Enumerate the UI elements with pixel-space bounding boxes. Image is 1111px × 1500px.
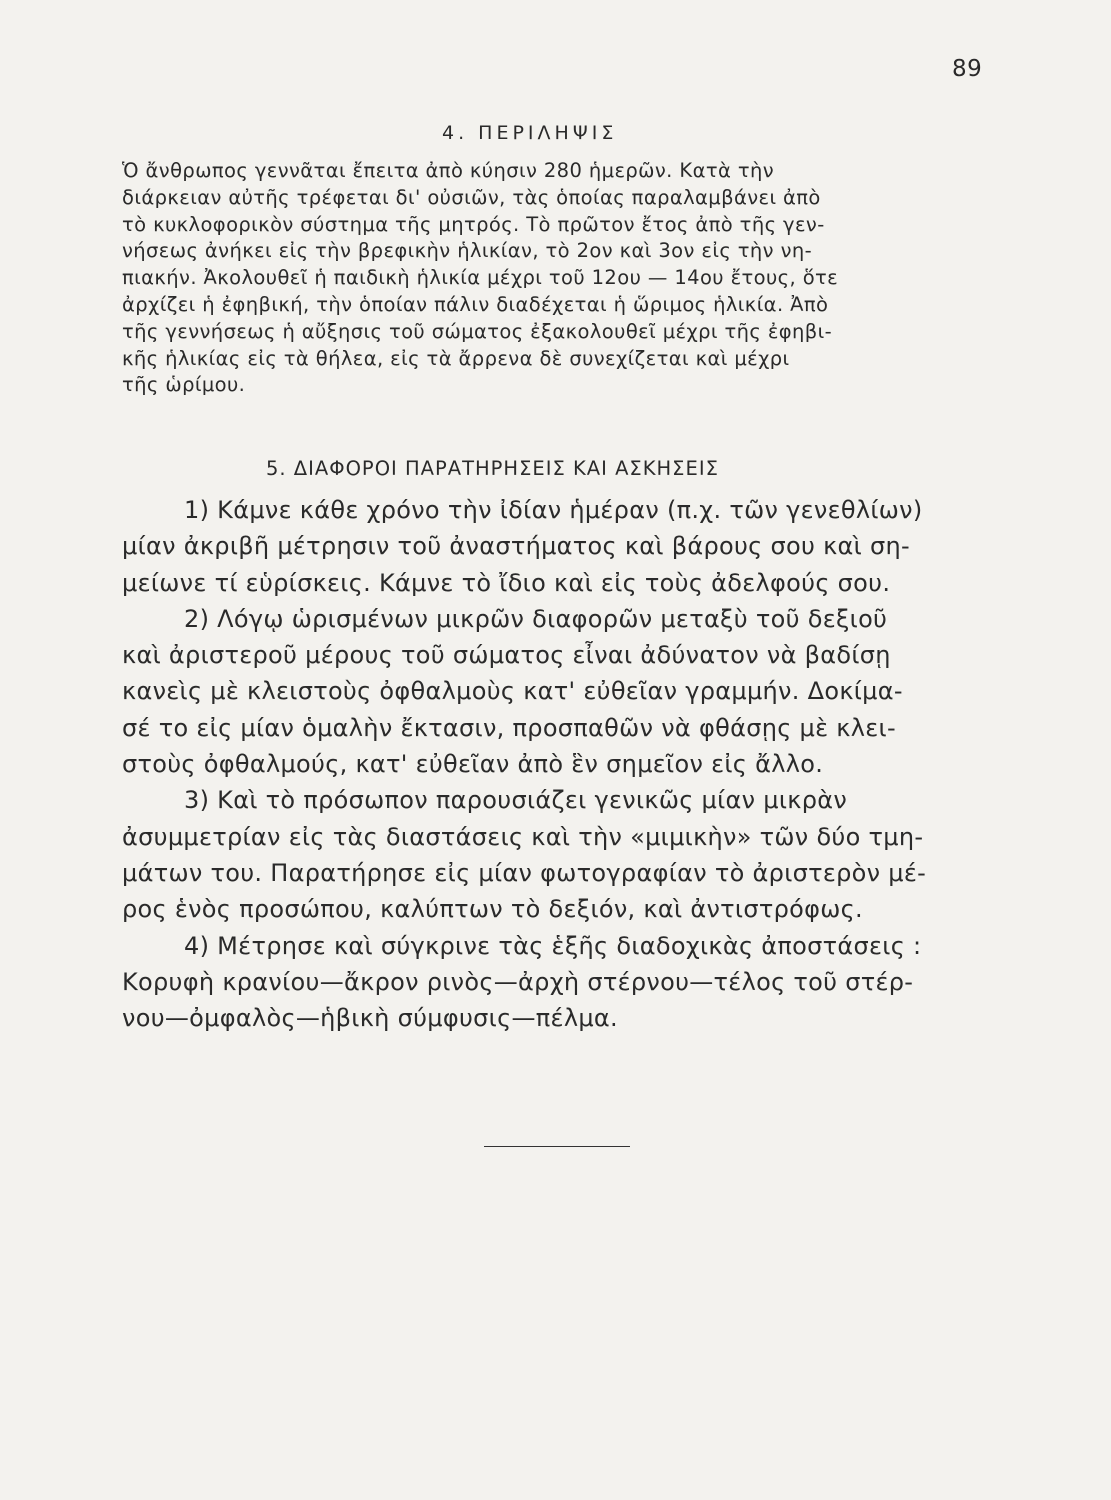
section-5-exercises <box>122 492 1002 1036</box>
exercise-1-line: 1) Κάμνε κάθε χρόνο τὴν ἰδίαν ἡμέραν (π.χ. τῶν γενεθλίων) <box>184 496 923 524</box>
text-line: διάρκειαν αὐτῆς τρέφεται δι' οὐσιῶν, τὰς ὁποίας παραλαμβάνει ἀπὸ <box>122 185 821 209</box>
text-line: μάτων του. Παρατήρησε εἰς μίαν φωτογραφίαν τὸ ἀριστερὸν μέ- <box>122 858 927 887</box>
text-line: ἀρχίζει ἡ ἐφηβική, τὴν ὁποίαν πάλιν διαδέχεται ἡ ὥριμος ἡλικία. Ἀπὸ <box>122 292 829 316</box>
text-line: πιακήν. Ἀκολουθεῖ ἡ παιδικὴ ἡλικία μέχρι τοῦ 12ου — 14ου ἔτους, ὅτε <box>122 266 839 290</box>
end-rule-divider <box>484 1146 630 1147</box>
text-line: τὸ κυκλοφορικὸν σύστημα τῆς μητρός. Τὸ πρῶτον ἔτος ἀπὸ τῆς γεν- <box>122 212 825 236</box>
text-line: μίαν ἀκριβῆ μέτρησιν τοῦ ἀναστήματος καὶ βάρους σου καὶ ση- <box>122 532 911 561</box>
text-line: Κορυφὴ κρανίου—ἄκρον ρινὸς—ἀρχὴ στέρνου—τέλος τοῦ στέρ- <box>122 967 914 996</box>
text-line: κῆς ἡλικίας εἰς τὰ θήλεα, εἰς τὰ ἄρρενα δὲ συνεχίζεται καὶ μέχρι <box>122 346 790 370</box>
exercise-2-line: 2) Λόγῳ ὡρισμένων μικρῶν διαφορῶν μεταξὺ τοῦ δεξιοῦ <box>184 604 888 633</box>
text-line: τῆς ὡρίμου. <box>122 373 246 397</box>
text-line: ρος ἑνὸς προσώπου, καλύπτων τὸ δεξιόν, καὶ ἀντιστρόφως. <box>122 895 863 924</box>
page-number: 89 <box>952 56 983 82</box>
text-line: ἀσυμμετρίαν εἰς τὰς διαστάσεις καὶ τὴν «μιμικὴν» τῶν δύο τμη- <box>122 822 924 851</box>
section-4-paragraph <box>122 158 984 399</box>
text-line: καὶ ἀριστεροῦ μέρους τοῦ σώματος εἶναι ἀδύνατον νὰ βαδίσῃ <box>122 641 891 670</box>
text-line: κανεὶς μὲ κλειστοὺς ὀφθαλμοὺς κατ' εὐθεῖαν γραμμήν. Δοκίμα- <box>122 677 903 706</box>
section-5-heading: 5. ΔΙΑΦΟΡΟΙ ΠΑΡΑΤΗΡΗΣΕΙΣ ΚΑΙ ΑΣΚΗΣΕΙΣ <box>266 457 719 480</box>
text-line: νήσεως ἀνήκει εἰς τὴν βρεφικὴν ἡλικίαν, τὸ 2ον καὶ 3ον εἰς τὴν νη- <box>122 239 813 263</box>
text-line: σέ το εἰς μίαν ὁμαλὴν ἔκτασιν, προσπαθῶν νὰ φθάσῃς μὲ κλει- <box>122 713 896 742</box>
exercise-3-line: 3) Καὶ τὸ πρόσωπον παρουσιάζει γενικῶς μίαν μικρὰν <box>184 786 848 815</box>
text-line: στοὺς ὀφθαλμούς, κατ' εὐθεῖαν ἀπὸ ἓν σημεῖον εἰς ἄλλο. <box>122 750 824 779</box>
section-4-heading: 4. ΠΕΡΙΛΗΨΙΣ <box>442 122 618 144</box>
text-line: νου—ὀμφαλὸς—ἡβικὴ σύμφυσις—πέλμα. <box>122 1004 618 1033</box>
text-line: μείωνε τί εὑρίσκεις. Κάμνε τὸ ἴδιο καὶ εἰς τοὺς ἀδελφούς σου. <box>122 568 891 597</box>
text-line: τῆς γεννήσεως ἡ αὔξησις τοῦ σώματος ἐξακολουθεῖ μέχρι τῆς ἐφηβι- <box>122 319 833 343</box>
exercise-4-line: 4) Μέτρησε καὶ σύγκρινε τὰς ἑξῆς διαδοχικὰς ἀποστάσεις : <box>184 931 922 960</box>
text-line: Ὁ ἄνθρωπος γεννᾶται ἔπειτα ἀπὸ κύησιν 280 ἡμερῶν. Κατὰ τὴν <box>122 159 775 182</box>
